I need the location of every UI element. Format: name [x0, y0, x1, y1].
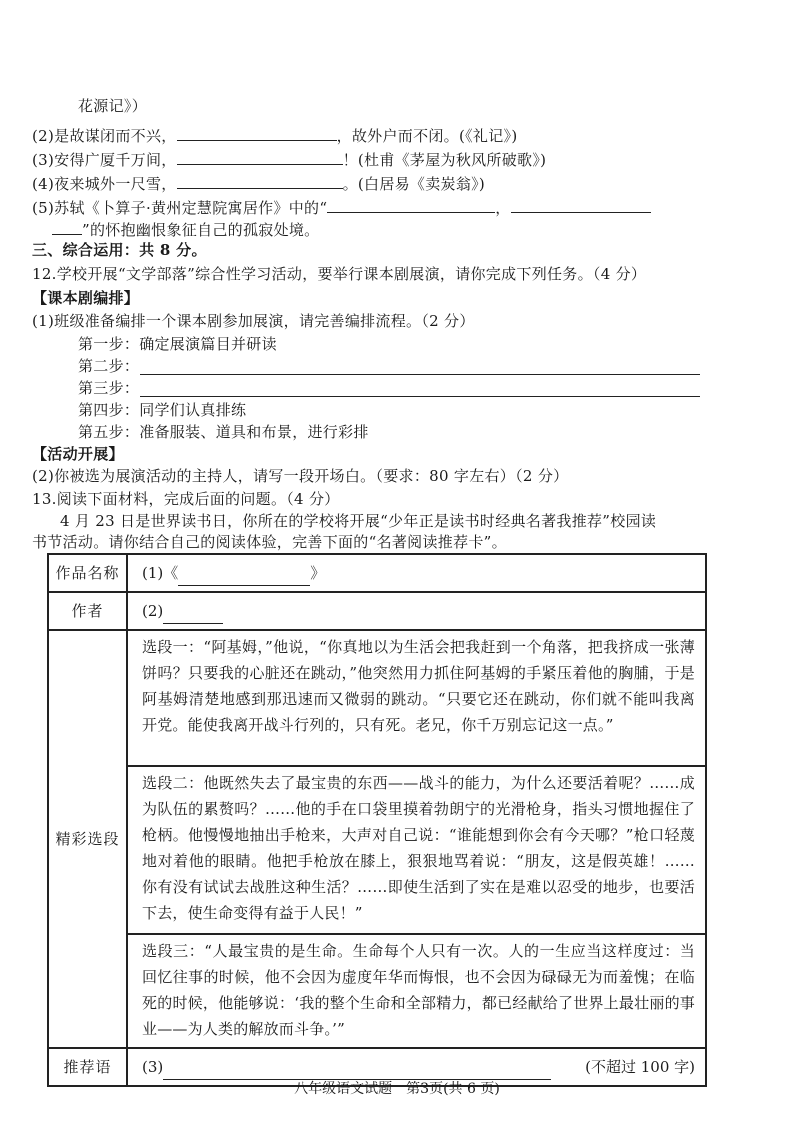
question-11-2: (2)是故谋闭而不兴， ，故外户而不闭。(《礼记》)	[32, 124, 517, 146]
answer-blank-11-5b[interactable]	[511, 196, 651, 213]
answer-blank-11-3[interactable]	[177, 148, 343, 165]
answer-line-step-2[interactable]	[140, 374, 700, 375]
question-12-1: (1)班级准备编排一个课本剧参加展演，请完善编排流程。（2 分）	[32, 312, 475, 330]
answer-blank-11-5c[interactable]	[52, 218, 82, 235]
answer-blank-author[interactable]	[163, 605, 223, 624]
page-footer: 八年级语文试题 第3页(共 6 页)	[294, 1081, 500, 1097]
word-limit-note: (不超过 100 字)	[585, 1058, 695, 1076]
cell-excerpt-2	[127, 766, 706, 934]
question-11-5: (5)苏轼《卜算子·黄州定慧院寓居作》中的“ ，	[32, 196, 651, 218]
row-work-title	[48, 554, 706, 592]
cell-excerpt-1	[127, 630, 706, 766]
label-work-title: 作品名称	[48, 554, 127, 592]
cell-recommendation: (3) (不超过 100 字)	[127, 1048, 706, 1086]
step-2: 第二步：	[78, 357, 140, 375]
heading-script-editing: 【课本剧编排】	[32, 289, 140, 307]
row-excerpt-3	[48, 934, 706, 1048]
cell-work-title: (1)《 》	[127, 554, 706, 592]
question-13-intro-1: 4 月 23 日是世界读书日，你所在的学校将开展“少年正是读书时经典名著我推荐”校园读	[60, 512, 657, 530]
question-13-intro-2: 书节活动。请你结合自己的阅读体验，完善下面的“名著阅读推荐卡”。	[32, 533, 507, 551]
excerpt-3: 选段三：“人最宝贵的是生命。生命每个人只有一次。人的一生应当这样度过：当回忆往事的时候，他不会因为虚度年华而悔恨，也不会因为碌碌无为而羞愧；在临死的时候，他能够说：‘我的整个生命和全部精力，都已经献给了世界上最壮丽的事业——为人类的解放而斗争。’”	[142, 942, 695, 1038]
question-13: 13.阅读下面材料，完成后面的问题。（4 分）	[32, 490, 340, 508]
row-excerpt-2	[48, 766, 706, 934]
heading-activity: 【活动开展】	[32, 445, 124, 463]
excerpt-2: 选段二：他既然失去了最宝贵的东西——战斗的能力，为什么还要活着呢？……成为队伍的累赘吗？……他的手在口袋里摸着勃朗宁的光滑枪身，指头习惯地握住了枪柄。他慢慢地抽出手枪来，大声对自己说：“谁能想到你会有今天哪？”枪口轻蔑地对着他的眼睛。他把手枪放在膝上，狠狠地骂着说：“朋友，这是假英雄！……你有没有试试去战胜这种生活？……即使生活到了实在是难以忍受的地步，也要活下去，使生命变得有益于人民！”	[142, 774, 695, 922]
answer-blank-11-2[interactable]	[177, 124, 337, 141]
line-taohuayuanji: 花源记》）	[78, 97, 148, 115]
question-12-2: (2)你被选为展演活动的主持人，请写一段开场白。（要求：80 字左右）（2 分）	[32, 467, 569, 485]
question-11-4: (4)夜来城外一尺雪， 。(白居易《卖炭翁》)	[32, 172, 485, 194]
book-recommendation-card	[47, 553, 707, 1087]
answer-blank-11-4[interactable]	[177, 172, 343, 189]
row-excerpt-1	[48, 630, 706, 766]
label-excerpts: 精彩选段	[48, 630, 127, 1048]
step-3: 第三步：	[78, 379, 140, 397]
label-recommendation: 推荐语	[48, 1048, 127, 1086]
question-11-5-cont: ”的怀抱幽恨象征自己的孤寂处境。	[52, 218, 319, 240]
cell-author: (2)	[127, 592, 706, 630]
excerpt-1: 选段一：“阿基姆，”他说，“你真地以为生活会把我赶到一个角落，把我挤成一张薄饼吗？只要我的心脏还在跳动，”他突然用力抓住阿基姆的手紧压着他的胸脯，于是阿基姆清楚地感到那迅速而又微弱的跳动。“只要它还在跳动，你们就不能叫我离开党。能使我离开战斗行列的，只有死。老兄，你千万别忘记这一点。”	[142, 638, 695, 734]
label-author: 作者	[48, 592, 127, 630]
cell-excerpt-3	[127, 934, 706, 1048]
step-1: 第一步：确定展演篇目并研读	[78, 335, 277, 353]
step-4: 第四步：同学们认真排练	[78, 401, 247, 419]
section-3-heading: 三、综合运用：共 8 分。	[32, 241, 207, 259]
question-11-3: (3)安得广厦千万间， ！(杜甫《茅屋为秋风所破歌》)	[32, 148, 546, 170]
answer-blank-11-5a[interactable]	[327, 196, 495, 213]
answer-line-step-3[interactable]	[140, 396, 700, 397]
row-author	[48, 592, 706, 630]
answer-blank-work-title[interactable]	[178, 567, 310, 586]
step-5: 第五步：准备服装、道具和布景，进行彩排	[78, 423, 369, 441]
question-12: 12.学校开展“文学部落”综合性学习活动，要举行课本剧展演，请你完成下列任务。（4 分）	[32, 265, 647, 283]
